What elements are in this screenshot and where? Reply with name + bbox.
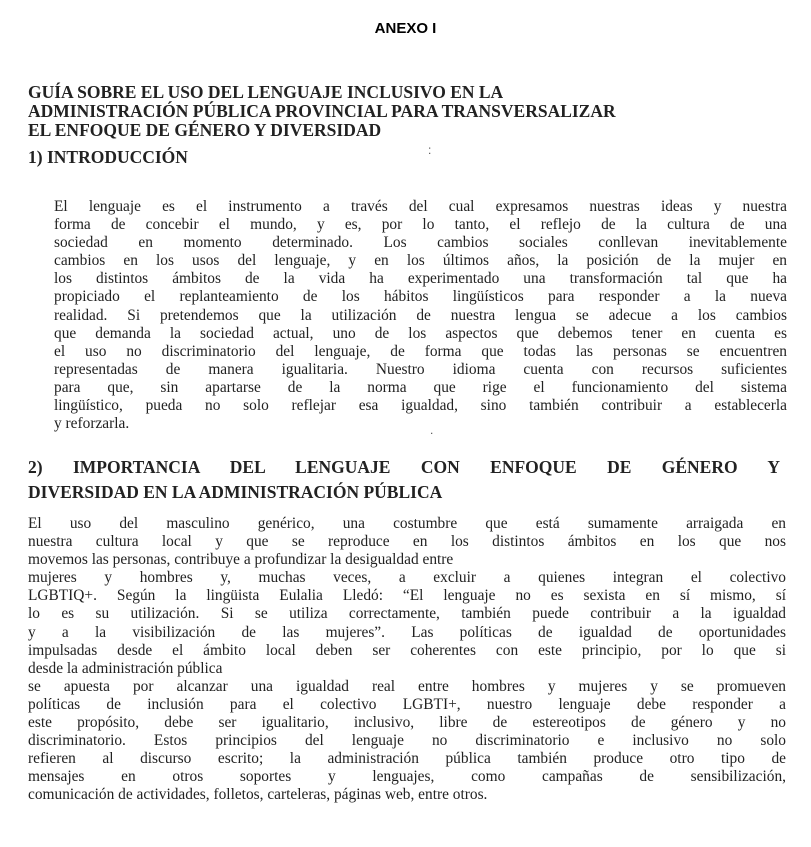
text-line: representadas de manera igualitaria. Nuestro idioma cuenta con recursos suficientes <box>54 360 787 378</box>
text-line: que demanda la sociedad actual, uno de los aspectos que debemos tener en cuenta es <box>54 324 787 342</box>
section-2-paragraph <box>28 515 786 805</box>
annex-label: ANEXO I <box>374 20 437 37</box>
text-line: impulsadas desde el ámbito local deben ser coherentes con este principio, por lo que si <box>28 641 786 659</box>
text-line: cambios en los usos del lenguaje, y en los últimos años, la posición de la mujer en <box>54 252 787 270</box>
text-line: para que, sin apartarse de la norma que rige el funcionamiento del sistema <box>54 378 787 396</box>
text-line: mujeres y hombres y, muchas veces, a excluir a quienes integran el colectivo <box>28 569 786 587</box>
heading-line: DIVERSIDAD EN LA ADMINISTRACIÓN PÚBLICA <box>28 482 443 502</box>
text-line: este propósito, debe ser igualitario, inclusivo, libre de estereotipos de género y no <box>28 714 786 732</box>
heading-line: 2) IMPORTANCIA DEL LENGUAJE CON ENFOQUE DE GÉNERO Y <box>28 457 780 477</box>
text-line: y a la visibilización de las mujeres”. Las políticas de igualdad de oportunidades <box>28 623 786 641</box>
document-title <box>28 83 788 140</box>
text-line: forma de concebir el mundo, y es, por lo tanto, el reflejo de la cultura de una <box>54 216 787 234</box>
text-line: lingüístico, pueda no solo reflejar esa igualdad, sino también contribuir a establecerla <box>54 397 787 415</box>
scan-speck: : <box>428 143 432 157</box>
title-line: ADMINISTRACIÓN PÚBLICA PROVINCIAL PARA TRANSVERSALIZAR <box>28 101 616 121</box>
text-line: y reforzarla. <box>54 415 130 433</box>
text-line: desde la administración pública <box>28 659 223 677</box>
section-1-heading: 1) INTRODUCCIÓN <box>28 147 188 167</box>
text-line: políticas de inclusión para el colectivo LGBTI+, nuestro lenguaje debe responder a <box>28 695 786 713</box>
text-line: El lenguaje es el instrumento a través del cual expresamos nuestras ideas y nuestra <box>54 198 787 215</box>
text-line: lo es su utilización. Si se utiliza correctamente, también puede contribuir a la igualdad <box>28 605 786 623</box>
text-line: El uso del masculino genérico, una costumbre que está sumamente arraigada en <box>28 515 786 532</box>
text-line: LGBTIQ+. Según la lingüista Eulalia Lledó: “El lenguaje no es sexista en sí mismo, sí <box>28 587 786 605</box>
scan-speck: . <box>430 423 434 437</box>
text-line: comunicación de actividades, folletos, carteleras, páginas web, entre otros. <box>28 786 488 804</box>
text-line: propiciado el replanteamiento de los hábitos lingüísticos para responder a la nueva <box>54 288 787 306</box>
text-line: movemos las personas, contribuye a profundizar la desigualdad entre <box>28 551 454 569</box>
text-line: se apuesta por alcanzar una igualdad real entre hombres y mujeres y se promueven <box>28 677 786 695</box>
section-1-paragraph <box>54 198 787 433</box>
text-line: sociedad en momento determinado. Los cambios sociales conllevan inevitablemente <box>54 234 787 252</box>
text-line: el uso no discriminatorio del lenguaje, de forma que todas las personas se encuentren <box>54 342 787 360</box>
text-line: refieren al discurso escrito; la administración pública también produce otro tipo de <box>28 750 786 768</box>
title-line: GUÍA SOBRE EL USO DEL LENGUAJE INCLUSIVO EN LA <box>28 82 504 102</box>
text-line: mensajes en otros soportes y lenguajes, como campañas de sensibilización, <box>28 768 786 786</box>
text-line: los distintos ámbitos de la vida ha experimentado una transformación tal que ha <box>54 270 787 288</box>
text-line: realidad. Si pretendemos que la utilización de nuestra lengua se adecue a los cambios <box>54 306 787 324</box>
text-line: discriminatorio. Estos principios del lenguaje no discriminatorio e inclusivo no solo <box>28 732 786 750</box>
section-2-heading <box>28 455 780 505</box>
text-line: nuestra cultura local y que se reproduce en los distintos ámbitos en los que nos <box>28 533 786 551</box>
title-line: EL ENFOQUE DE GÉNERO Y DIVERSIDAD <box>28 120 382 140</box>
